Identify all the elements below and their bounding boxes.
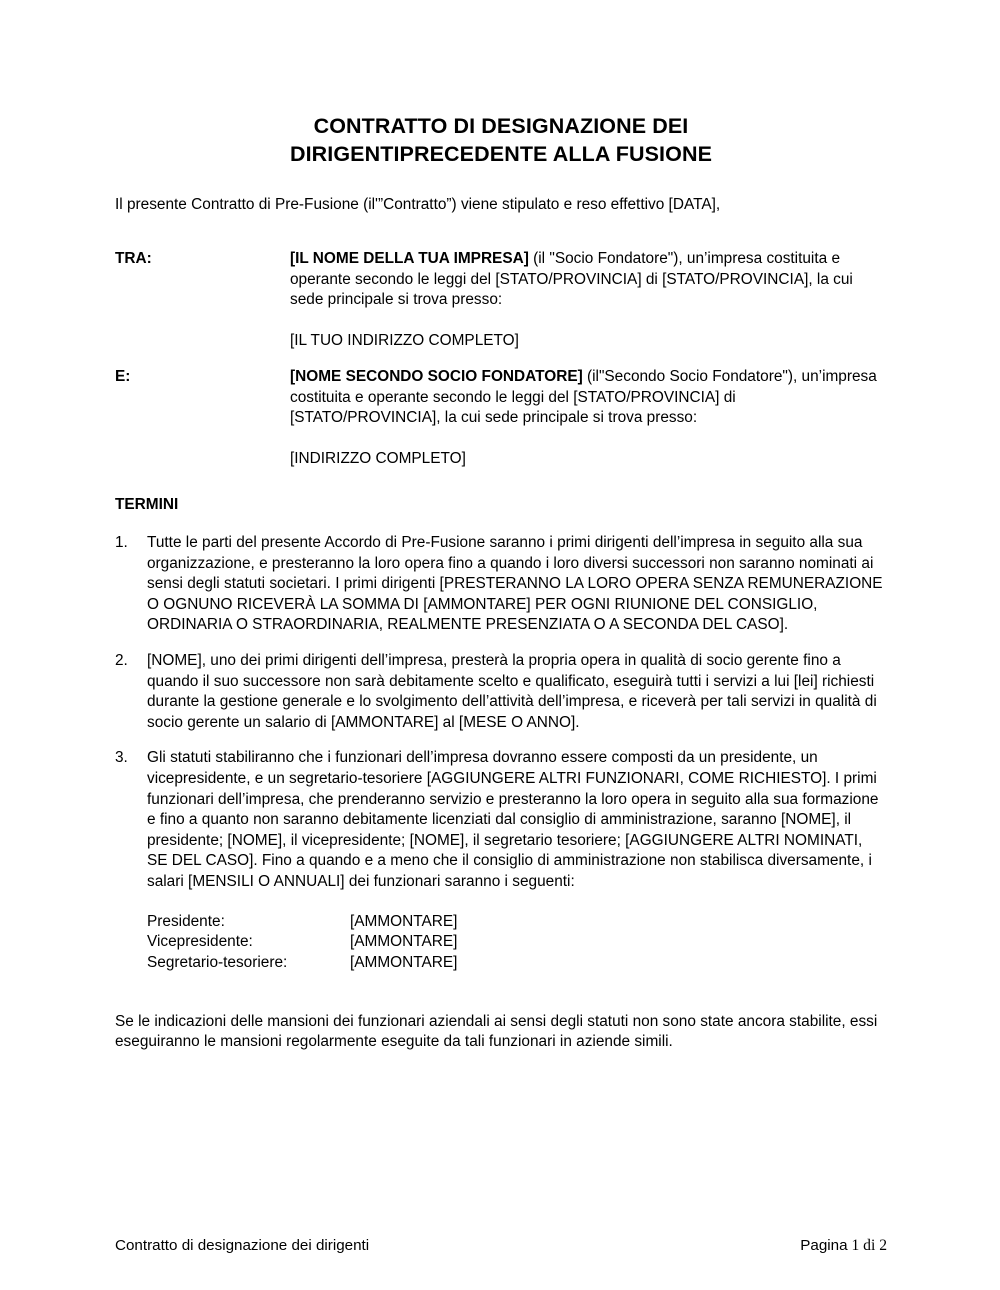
salary-amount: [AMMONTARE]: [350, 953, 458, 971]
clause-text: [NOME], uno dei primi dirigenti dell’impresa, presterà la propria opera in qualità di socio gerente fino a quando il suo successore non sarà debitamente scelto e qualificato, eseguirà tutti i servizi a lui [lei] richiesti durante la gestione generale e lo svolgimento dell’attività dell’impresa, e riceverà per tali servizi in qualità di socio gerente un salario di [AMMONTARE] al [MESE O ANNO].: [147, 651, 877, 731]
clause-item: [115, 636, 887, 733]
clause-text: Gli statuti stabiliranno che i funzionari dell’impresa dovranno essere composti da un presidente, un vicepresidente, e un segretario-tesoriere [AGGIUNGERE ALTRI FUNZIONARI, COME RICHIESTO]. I primi funzionari dell’impresa, che prenderanno servizio e presteranno la loro opera in seguito alla sua formazione e fino a quanto non saranno debitamente licenziati dal consiglio di amministrazione, saranno [NOME], il presidente; [NOME], il vicepresidente; [NOME], il segretario tesoriere; [AGGIUNGERE ALTRI NOMINATI, SE DEL CASO]. Fino a quando e a meno che il consiglio di amministrazione non stabilisca diversamente, i salari [MENSILI O ANNUALI] dei funzionari saranno i seguenti:: [147, 749, 879, 890]
closing-paragraph: Se le indicazioni delle mansioni dei funzionari aziendali ai sensi degli statuti non sono state ancora stabilite, essi eseguiranno le mansioni regolarmente eseguite da tali funzionari in aziende simili.: [115, 1012, 878, 1051]
salary-role: Presidente:: [147, 912, 225, 930]
party-row: [115, 351, 887, 469]
footer-page-total: 2: [879, 1237, 887, 1254]
clause-item: [115, 733, 887, 892]
footer-document-name: Contratto di designazione dei dirigenti: [115, 1237, 370, 1254]
terms-heading: TERMINI: [115, 496, 179, 513]
salary-amount: [AMMONTARE]: [350, 933, 458, 951]
party-description-e: (il"Secondo Socio Fondatore"), un’impresa costituita e operante secondo le leggi del [STATO/PROVINCIA] di [STATO/PROVINCIA], la cui sede principale si trova presso:: [290, 368, 877, 426]
salary-role: Vicepresidente:: [147, 933, 253, 951]
page-title-line-1: CONTRATTO DI DESIGNAZIONE DEI: [313, 114, 689, 138]
salary-amount: [AMMONTARE]: [350, 912, 458, 930]
footer-page-current: 1: [851, 1237, 860, 1254]
party-name-e: [NOME SECONDO SOCIO FONDATORE]: [290, 368, 583, 385]
clause-number: 2.: [115, 651, 128, 669]
intro-paragraph: Il presente Contratto di Pre-Fusione (il'”Contratto”) viene stipulato e reso effettivo [DATA],: [115, 196, 721, 213]
party-label-e: E:: [115, 368, 131, 385]
table-row: [147, 912, 887, 933]
page-title-line-2: DIRIGENTIPRECEDENTE ALLA FUSIONE: [289, 142, 713, 166]
party-address-e: [INDIRIZZO COMPLETO]: [290, 449, 466, 467]
clause-number: 3.: [115, 749, 128, 767]
clause-text: Tutte le parti del presente Accordo di Pre-Fusione saranno i primi dirigenti dell’impresa in seguito alla sua organizzazione, e presteranno la loro opera fino a quando i loro diversi successori non saranno nominati ai sensi degli statuti societari. I primi dirigenti [PRESTERANNO LA LORO OPERA SENZA REMUNERAZIONE O OGNUNO RICEVERÀ LA SOMMA DI [AMMONTARE] PER OGNI RIUNIONE DEL CONSIGLIO, ORDINARIA O STRAORDINARIA, REALMENTE PRESENZIATA O A SECONDA DEL CASO].: [147, 534, 883, 634]
party-row: [115, 249, 887, 351]
salary-role: Segretario-tesoriere:: [147, 953, 288, 971]
page-footer: [115, 1236, 887, 1256]
party-body-e: [290, 367, 887, 469]
parties-block: [115, 215, 887, 469]
party-address-tra: [IL TUO INDIRIZZO COMPLETO]: [290, 331, 519, 349]
footer-page-of: di: [863, 1237, 876, 1254]
party-name-tra: [IL NOME DELLA TUA IMPRESA]: [290, 250, 529, 267]
table-row: [147, 953, 887, 974]
clause-item: [115, 533, 887, 636]
footer-page-label: Pagina: [800, 1237, 848, 1254]
page-title: [115, 0, 887, 168]
clause-list: [115, 515, 887, 893]
clause-number: 1.: [115, 534, 128, 551]
table-row: [147, 932, 887, 953]
party-label-tra: TRA:: [115, 250, 152, 267]
footer-page-number: [800, 1236, 887, 1256]
party-body-tra: [290, 249, 887, 351]
salary-table: [115, 893, 887, 974]
document-content: [115, 0, 887, 1068]
party-description-tra: (il "Socio Fondatore"), un’impresa costituita e operante secondo le leggi del [STATO/PROVINCIA] di [STATO/PROVINCIA], la cui sede principale si trova presso:: [290, 250, 853, 308]
